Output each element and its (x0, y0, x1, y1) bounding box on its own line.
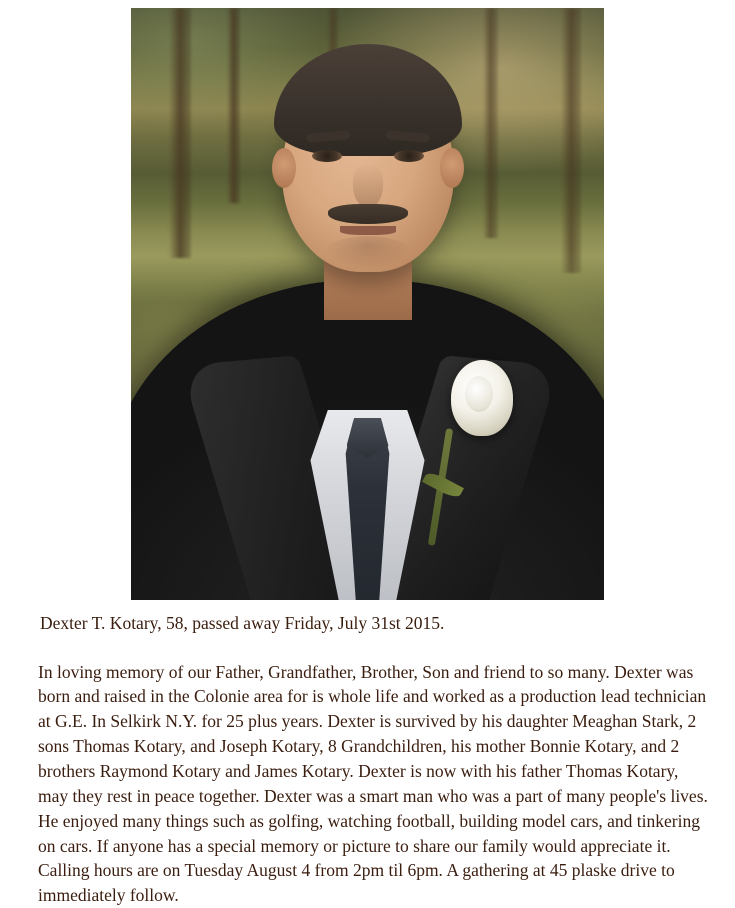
rose-boutonniere (451, 360, 513, 436)
ear-right (440, 148, 464, 188)
tree-trunk (227, 8, 240, 203)
obituary-lead-line: Dexter T. Kotary, 58, passed away Friday, July 31st 2015. (40, 613, 445, 633)
tree-trunk (561, 8, 581, 273)
eye-right (394, 150, 424, 162)
tree-trunk (169, 8, 191, 258)
mouth (340, 226, 396, 235)
tree-trunk (483, 8, 498, 238)
obituary-body: In loving memory of our Father, Grandfather, Brother, Son and friend to so many. Dexter was born and raised in the Colonie area for is whole life and worked as a production lead technician at G.E. In Selkirk N.Y. for 25 plus years. Dexter is survived by his daughter Meaghan Stark, 2 sons Thomas Kotary, and Joseph Kotary, 8 Grandchildren, his mother Bonnie Kotary, and 2 brothers Raymond Kotary and James Kotary. Dexter is now with his father Thomas Kotary, may they rest in peace together. Dexter was a smart man who was a part of many people's lives. He enjoyed many things such as golfing, watching football, building model cars, and tinkering on cars. If anyone has a special memory or picture to share our family would appreciate it. Calling hours are on Tuesday August 4 from 2pm til 6pm. A gathering at 45 plaske drive to immediately follow. (38, 661, 708, 906)
chin-shadow (324, 236, 412, 270)
nose (353, 164, 383, 208)
ear-left (272, 148, 296, 188)
eye-left (312, 150, 342, 162)
photo-background (131, 8, 604, 600)
portrait-photo (131, 8, 604, 600)
obituary-text (38, 612, 710, 908)
mustache (328, 204, 408, 224)
suit-jacket (131, 280, 604, 600)
hair (274, 44, 462, 156)
